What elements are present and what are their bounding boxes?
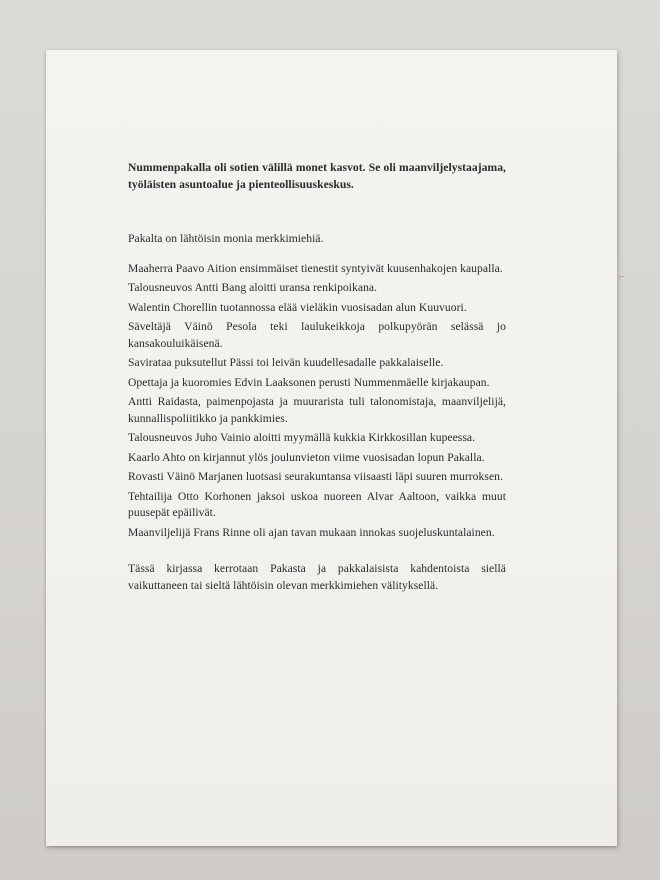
entry-paragraph: Maaherra Paavo Aition ensimmäiset tienestit syntyivät kuusenhakojen kaupalla. xyxy=(128,261,503,275)
entry-paragraph: Säveltäjä Väinö Pesola teki laulukeikkoja polkupyörän selässä jo kansakouluikäisenä. xyxy=(128,320,506,350)
entry-paragraph: Rovasti Väinö Marjanen luotsasi seurakuntansa viisaasti läpi suuren murroksen. xyxy=(128,470,503,483)
entry-paragraph: Maanviljelijä Frans Rinne oli ajan tavan mukaan innokas suojeluskuntalainen. xyxy=(128,525,495,539)
entry-paragraph: Tehtailija Otto Korhonen jaksoi uskoa nuoreen Alvar Aaltoon, vaikka muut puusepät epäilivät. xyxy=(128,489,506,519)
entry-paragraph: Opettaja ja kuoromies Edvin Laaksonen perusti Nummenmäelle kirjakaupan. xyxy=(128,375,490,389)
entry-paragraph: Antti Raidasta, paimenpojasta ja muurarista tuli talonomistaja, maanviljelijä, kunnallispoliitikko ja pankkimies. xyxy=(128,395,506,425)
entry-paragraph: Kaarlo Ahto on kirjannut ylös joulunvieton viime vuosisadan lopun Pakalla. xyxy=(128,450,485,464)
intro-line: Pakalta on lähtöisin monia merkkimiehiä. xyxy=(128,232,324,245)
closing-paragraph: Tässä kirjassa kerrotaan Pakasta ja pakkalaisista kahdentoista siellä vaikuttaneen tai sieltä lähtöisin olevan merkkimiehen välityksellä. xyxy=(128,562,506,592)
blurb-text xyxy=(128,160,506,594)
entry-paragraph: Talousneuvos Juho Vainio aloitti myymällä kukkia Kirkkosillan kupeessa. xyxy=(128,431,476,444)
pencil-mark: ⌐ xyxy=(618,273,626,283)
entry-paragraph: Talousneuvos Antti Bang aloitti uransa renkipoikana. xyxy=(128,281,378,294)
entry-paragraph: Walentin Chorellin tuotannossa elää vieläkin vuosisadan alun Kuuvuori. xyxy=(128,300,467,314)
lead-paragraph: Nummenpakalla oli sotien välillä monet kasvot. Se oli maanviljelystaajama, työläisten asuntoalue ja pienteollisuuskeskus. xyxy=(128,161,506,191)
entry-paragraph: Savirataa puksutellut Pässi toi leivän kuudellesadalle pakkalaiselle. xyxy=(128,356,444,369)
